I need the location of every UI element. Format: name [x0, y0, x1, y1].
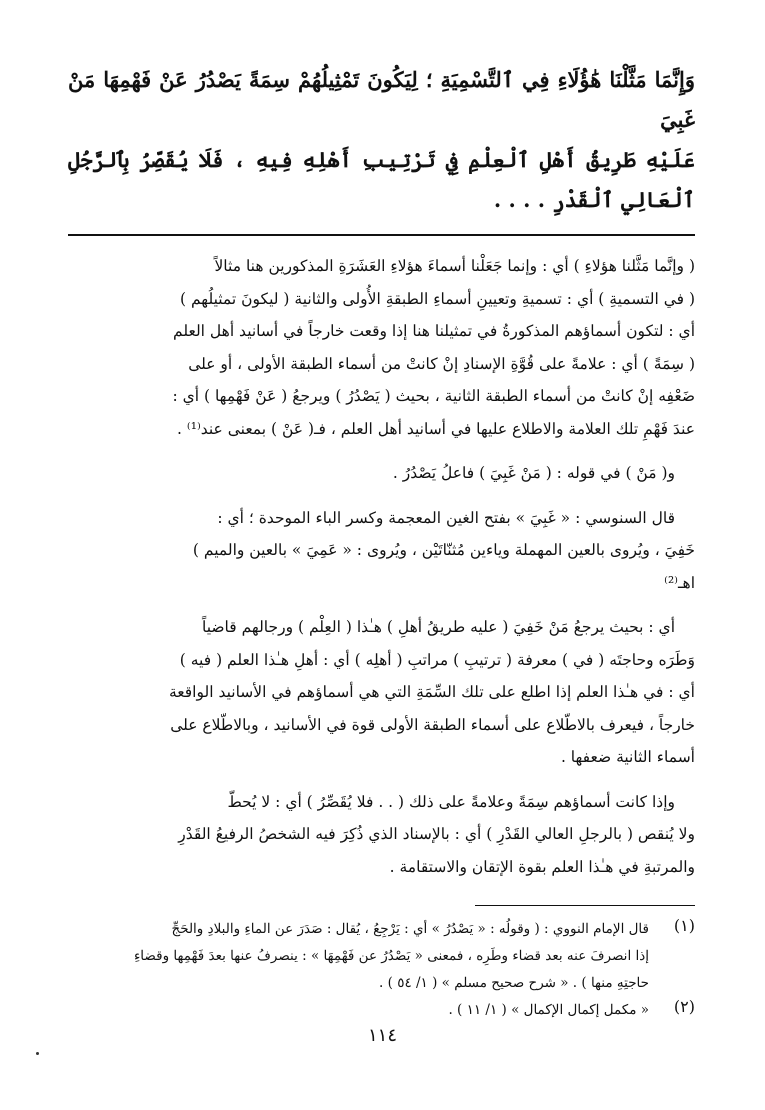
- commentary-line: ( وإنَّما مَثَّلنا هؤلاءِ ) أي : وإنما جَعَلْنا أسماءَ هؤلاءِ العَشَرَةِ المذكورين هنا مثالاً: [214, 257, 695, 275]
- footnote-divider: [475, 905, 695, 906]
- commentary-line: خارجاً ، فيعرف بالاطّلاع على أسماء الطبقة الأولى قوة في الأسانيد ، وبالاطّلاع على: [170, 715, 695, 734]
- footnote-line: « مكمل إكمال الإكمال » ( ١/ ١١ ) .: [448, 1002, 649, 1018]
- commentary-line: وَطَرَه وحاجتَه ( في ) معرفة ( ترتيبِ ) مراتبِ ( أهلِه ) أي : أهلِ هـٰذا العلم ( فيه ): [179, 650, 695, 669]
- footnote-line: قال الإمام النووي : ( وقولُه : « يَصْدُرُ » أي : يَرْجِعُ ، يُقال : صَدَرَ عن الماءِ والبلادِ والحَجِّ: [171, 921, 649, 937]
- footnote-number: (٢): [673, 997, 695, 1016]
- commentary-line: ولا يُنقص ( بالرجلِ العالي القَدْرِ ) أي : بالإسناد الذي ذُكِرَ فيه الشخصُ الرفيعُ القَدْرِ: [178, 825, 695, 843]
- commentary-paragraph: [68, 457, 695, 490]
- commentary-line: خَفِيَ ، ويُروى بالعين المهملة وياءين مُثنّاتَيْن ، ويُروى : « عَمِيَ » بالعين والميم ): [192, 541, 695, 559]
- footnote-line: حاجتِهِ منها ) . « شرح صحيح مسلم » ( ١/ ٥٤ ) .: [379, 975, 649, 991]
- commentary-line: وإذا كانت أسماؤهم سِمَةً وعلامةً على ذلك ( . . فلا يُقَصِّرُ ) أي : لا يُحطّ: [227, 792, 675, 811]
- main-text-divider: [68, 234, 695, 236]
- footnote-text: [68, 916, 649, 997]
- footnote-number: (١): [673, 916, 695, 935]
- commentary-line: اهـ⁽²⁾: [664, 573, 695, 592]
- commentary-line: أي : لتكون أسماؤهم المذكورةُ في تمثيلنا هنا إذا وقعت خارجاً في أسانيد أهل العلم: [173, 322, 695, 340]
- footnote-text: [68, 997, 649, 1024]
- commentary-line: ( في التسميةِ ) أي : تسميةِ وتعيينِ أسماءِ الطبقةِ الأُولى والثانية ( ليكونَ تمثيلُهم ): [180, 289, 695, 308]
- footnote-line: إذا انصرفَ عنه بعد قضاء وطَرِه ، فمعنى « يَصْدُرُ عن فَهْمِهَا » : ينصرفُ عنها بعدَ فَهْمِها وقضاءِ: [133, 948, 649, 964]
- commentary-line: أي : في هـٰذا العلم إذا اطلع على تلك السِّمَةِ التي هي أسماؤهم في الأسانيد الواقعة: [168, 683, 695, 701]
- commentary-line: عندَ فَهْمِ تلك العلامة والاطلاع عليها في أسانيد أهل العلم ، فـ( عَنْ ) بمعنى عند⁽¹⁾ .: [177, 419, 695, 438]
- commentary-line: ضَعْفِه إنْ كانتْ من أسماء الطبقة الثانية ، بحيث ( يَصْدُرُ ) ويرجعُ ( عَنْ فَهْمِها ) أي :: [172, 387, 695, 405]
- commentary-paragraph: [68, 611, 695, 774]
- commentary-line: أي : بحيث يرجعُ مَنْ خَفِيَ ( عليه طريقُ أهلِ ) هـٰذا ( العِلْم ) ورجالهم قاضياً: [201, 618, 675, 636]
- footnote: [68, 997, 695, 1024]
- commentary-line: و( مَنْ ) في قوله : ( مَنْ غَبِيَ ) فاعلُ يَصْدُرُ .: [392, 464, 675, 482]
- commentary-paragraph: [68, 786, 695, 884]
- main-text: [68, 60, 695, 220]
- commentary-line: قال السنوسي : « غَبِيَ » بفتح الغين المعجمة وكسر الباء الموحدة ؛ أي :: [217, 508, 675, 527]
- commentary-line: ( سِمَةً ) أي : علامةً على قُوَّةِ الإسنادِ إنْ كانتْ من أسماء الطبقة الأولى ، أو على: [188, 354, 695, 373]
- commentary-paragraph: [68, 250, 695, 445]
- commentary-paragraph: [68, 502, 695, 600]
- footnotes: [68, 916, 695, 1024]
- scan-speck: [36, 1052, 39, 1055]
- footnote: [68, 916, 695, 997]
- commentary: [68, 250, 695, 883]
- commentary-line: والمرتبةِ في هـٰذا العلم بقوة الإتقان والاستقامة .: [389, 857, 695, 876]
- commentary-line: أسماء الثانية ضعفها .: [560, 748, 695, 766]
- page-number: ١١٤: [367, 1025, 397, 1046]
- main-text-line: وَإِنَّمَا مَثَّلْنَا هَٰؤُلَاءِ فِي ٱلتَّسْمِيَةِ ؛ لِيَكُونَ تَمْثِيلُهُمْ سِمَةً يَصْدُرُ عَنْ فَهْمِهَا مَنْ غَبِيَ: [68, 67, 695, 132]
- main-text-line: عَلَيْهِ طَرِيقُ أَهْلِ ٱلْعِلْمِ فِي تَرْتِيبِ أَهْلِهِ فِيهِ ، فَلَا يُقَصِّرُ بِٱلرَّجُلِ ٱلْعَالِي ٱلْقَدْرِ . . . .: [68, 147, 695, 212]
